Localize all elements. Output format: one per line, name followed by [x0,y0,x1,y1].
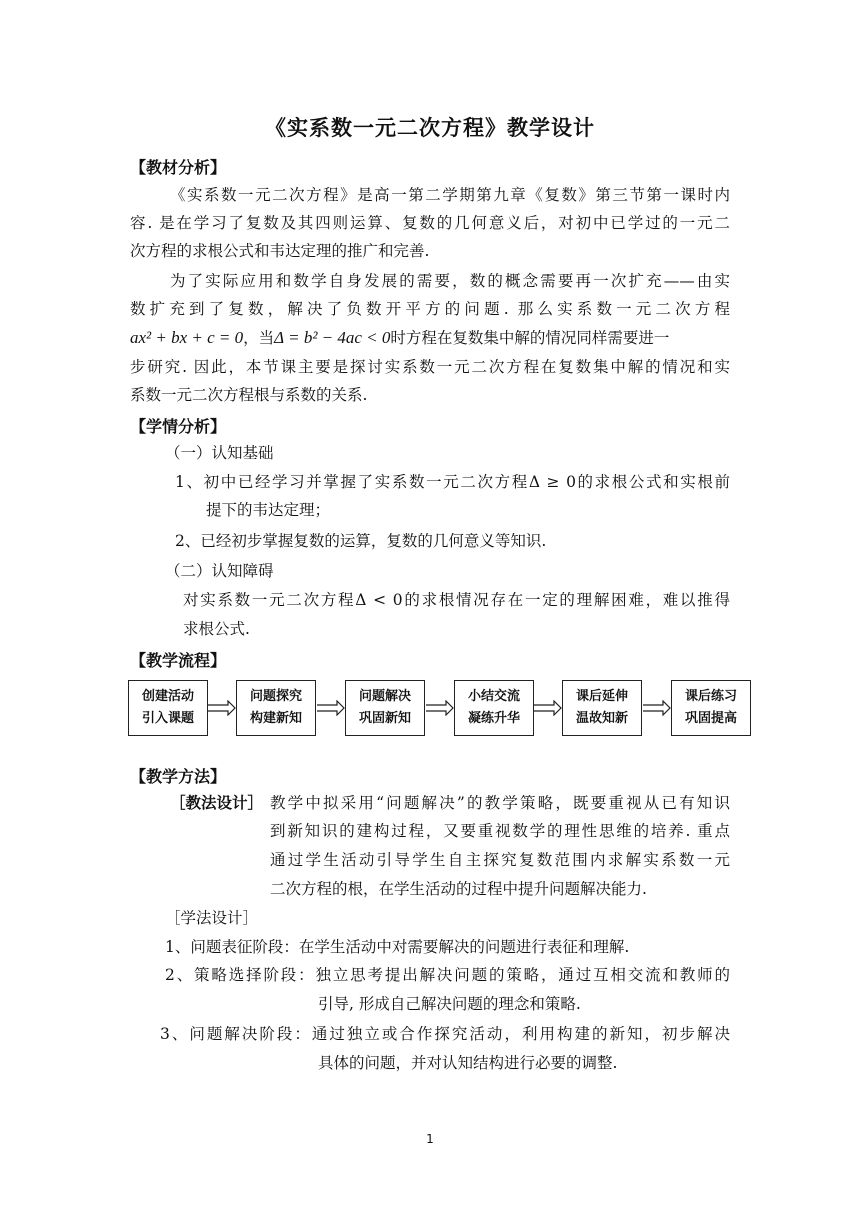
discriminant-condition: Δ = b² − 4ac < 0 [274,328,391,347]
flow-step-line: 巩固新知 [358,711,411,726]
teaching-method-label: ［教法设计］ [170,794,264,812]
learning-method-label: ［学法设计］ [165,909,259,927]
flow-arrow-icon [317,700,345,716]
paragraph-line: 次方程的求根公式和韦达定理的推广和完善. [130,242,430,260]
list-item-continuation: 提下的韦达定理； [206,501,331,519]
paragraph-line: 通过学生活动引导学生自主探究复数范围内求解实系数一元 [270,851,730,869]
list-item: 2、策略选择阶段：独立思考提出解决问题的策略，通过互相交流和教师的 [165,966,730,984]
flow-step-line: 巩固提高 [684,711,737,726]
flow-step-line: 构建新知 [249,711,302,726]
flow-step-line: 温故知新 [575,711,628,726]
flow-step [562,680,642,736]
list-item: 2、已经初步掌握复数的运算，复数的几何意义等知识. [175,532,547,550]
flow-step-line: 问题解决 [358,689,411,704]
list-item-continuation: 具体的问题，并对认知结构进行必要的调整. [318,1054,618,1072]
flow-arrow-icon [208,700,236,716]
paragraph-line: 教学中拟采用“问题解决”的教学策略，既要重视从已有知识 [270,794,730,812]
list-item: 1、初中已经学习并掌握了实系数一元二次方程Δ ≥ 0的求根公式和实根前 [175,473,730,491]
quadratic-equation: ax² + bx + c = 0 [130,328,244,347]
flow-step-line: 引入课题 [141,711,194,726]
paragraph-line: 数扩充到了复数，解决了负数开平方的问题. 那么实系数一元二次方程 [130,300,730,318]
paragraph-line: 二次方程的根，在学生活动的过程中提升问题解决能力. [270,880,647,898]
page-number: 1 [426,1132,434,1146]
flow-step-line: 小结交流 [467,689,520,704]
list-item: 3、问题解决阶段：通过独立或合作探究活动，利用构建的新知，初步解决 [160,1025,730,1043]
flow-step-line: 创建活动 [141,689,194,704]
section-heading-material: 【教材分析】 [130,158,227,177]
flow-arrow-icon [643,700,671,716]
flow-step [345,680,425,736]
flow-arrow-icon [534,700,562,716]
flow-arrow-icon [426,700,454,716]
section-heading-flow: 【教学流程】 [130,651,227,670]
paragraph-line: 到新知识的建构过程，又要重视数学的理性思维的培养. 重点 [270,822,730,840]
list-item-continuation: 引导, 形成自己解决问题的理念和策略. [318,995,581,1013]
paragraph-line: 步研究. 因此，本节课主要是探讨实系数一元二次方程在复数集中解的情况和实 [130,358,730,376]
paragraph-line: 系数一元二次方程根与系数的关系. [130,386,368,404]
paragraph-line: 为了实际应用和数学自身发展的需要，数的概念需要再一次扩充——由实 [170,272,730,290]
list-item: 1、问题表征阶段：在学生活动中对需要解决的问题进行表征和理解. [165,938,630,956]
flow-step [128,680,208,736]
paragraph-line-with-math [130,327,669,349]
flow-step-line: 课后延伸 [575,689,628,704]
flow-step [671,680,751,736]
flow-step [236,680,316,736]
flow-step-line: 凝练升华 [467,711,520,726]
paragraph-line: 求根公式. [183,620,250,638]
paragraph-line: 对实系数一元二次方程Δ < 0的求根情况存在一定的理解困难，难以推得 [183,591,730,609]
flow-diagram [128,680,754,738]
section-heading-students: 【学情分析】 [130,417,227,436]
subheading: （二）认知障碍 [165,562,274,580]
section-heading-method: 【教学方法】 [130,767,227,786]
paragraph-line: 容. 是在学习了复数及其四则运算、复数的几何意义后，对初中已学过的一元二 [130,214,730,232]
text-fragment: ，当 [243,329,275,347]
flow-step-line: 问题探究 [249,689,302,704]
document-title: 《实系数一元二次方程》教学设计 [265,116,595,140]
text-fragment: 时方程在复数集中解的情况同样需要进一 [390,329,670,347]
flow-step-line: 课后练习 [684,689,737,704]
flow-step [454,680,534,736]
subheading: （一）认知基础 [165,444,274,462]
paragraph-line: 《实系数一元二次方程》是高一第二学期第九章《复数》第三节第一课时内 [170,186,730,204]
